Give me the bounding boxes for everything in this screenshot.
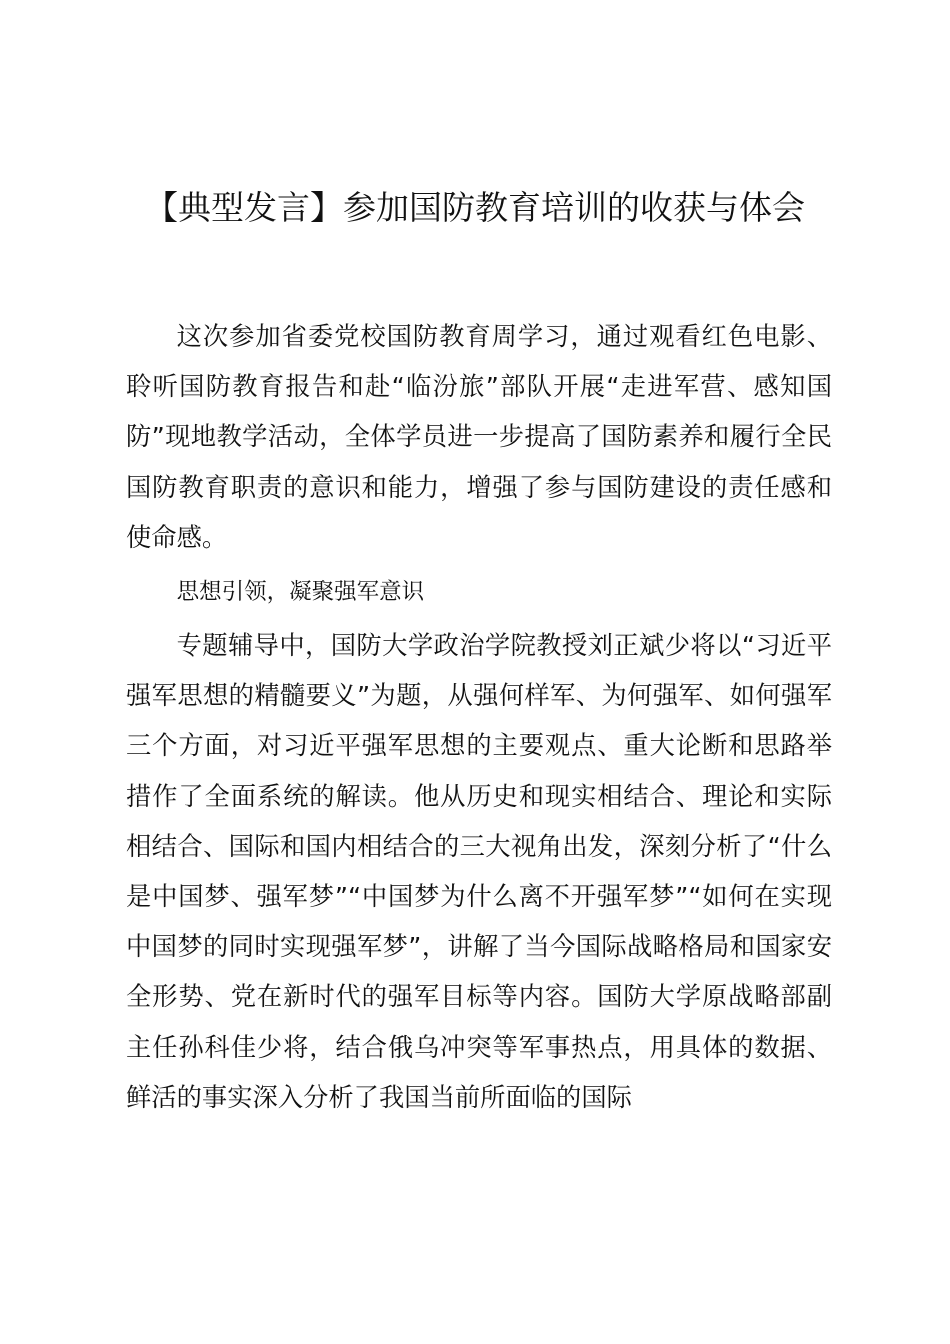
paragraph-intro: 这次参加省委党校国防教育周学习，通过观看红色电影、聆听国防教育报告和赴“临汾旅”部队开展“走进军营、感知国防”现地教学活动，全体学员进一步提高了国防素养和履行全民国防教育职责的意识和能力，增强了参与国防建设的责任感和使命感。 <box>126 322 832 552</box>
paragraph-lecture: 专题辅导中，国防大学政治学院教授刘正斌少将以“习近平强军思想的精髓要义”为题，从强何样军、为何强军、如何强军三个方面，对习近平强军思想的主要观点、重大论断和思路举措作了全面系统的解读。他从历史和现实相结合、理论和实际相结合、国际和国内相结合的三大视角出发，深刻分析了“什么是中国梦、强军梦”“中国梦为什么离不开强军梦”“如何在实现中国梦的同时实现强军梦”，讲解了当今国际战略格局和国家安全形势、党在新时代的强军目标等内容。国防大学原战略部副主任孙科佳少将，结合俄乌冲突等军事热点，用具体的数据、鲜活的事实深入分析了我国当前所面临的国际 <box>126 631 832 1112</box>
document-body <box>126 312 832 1123</box>
document-title: 【典型发言】参加国防教育培训的收获与体会 <box>145 188 805 227</box>
section-heading: 思想引领，凝聚强军意识 <box>176 579 425 606</box>
